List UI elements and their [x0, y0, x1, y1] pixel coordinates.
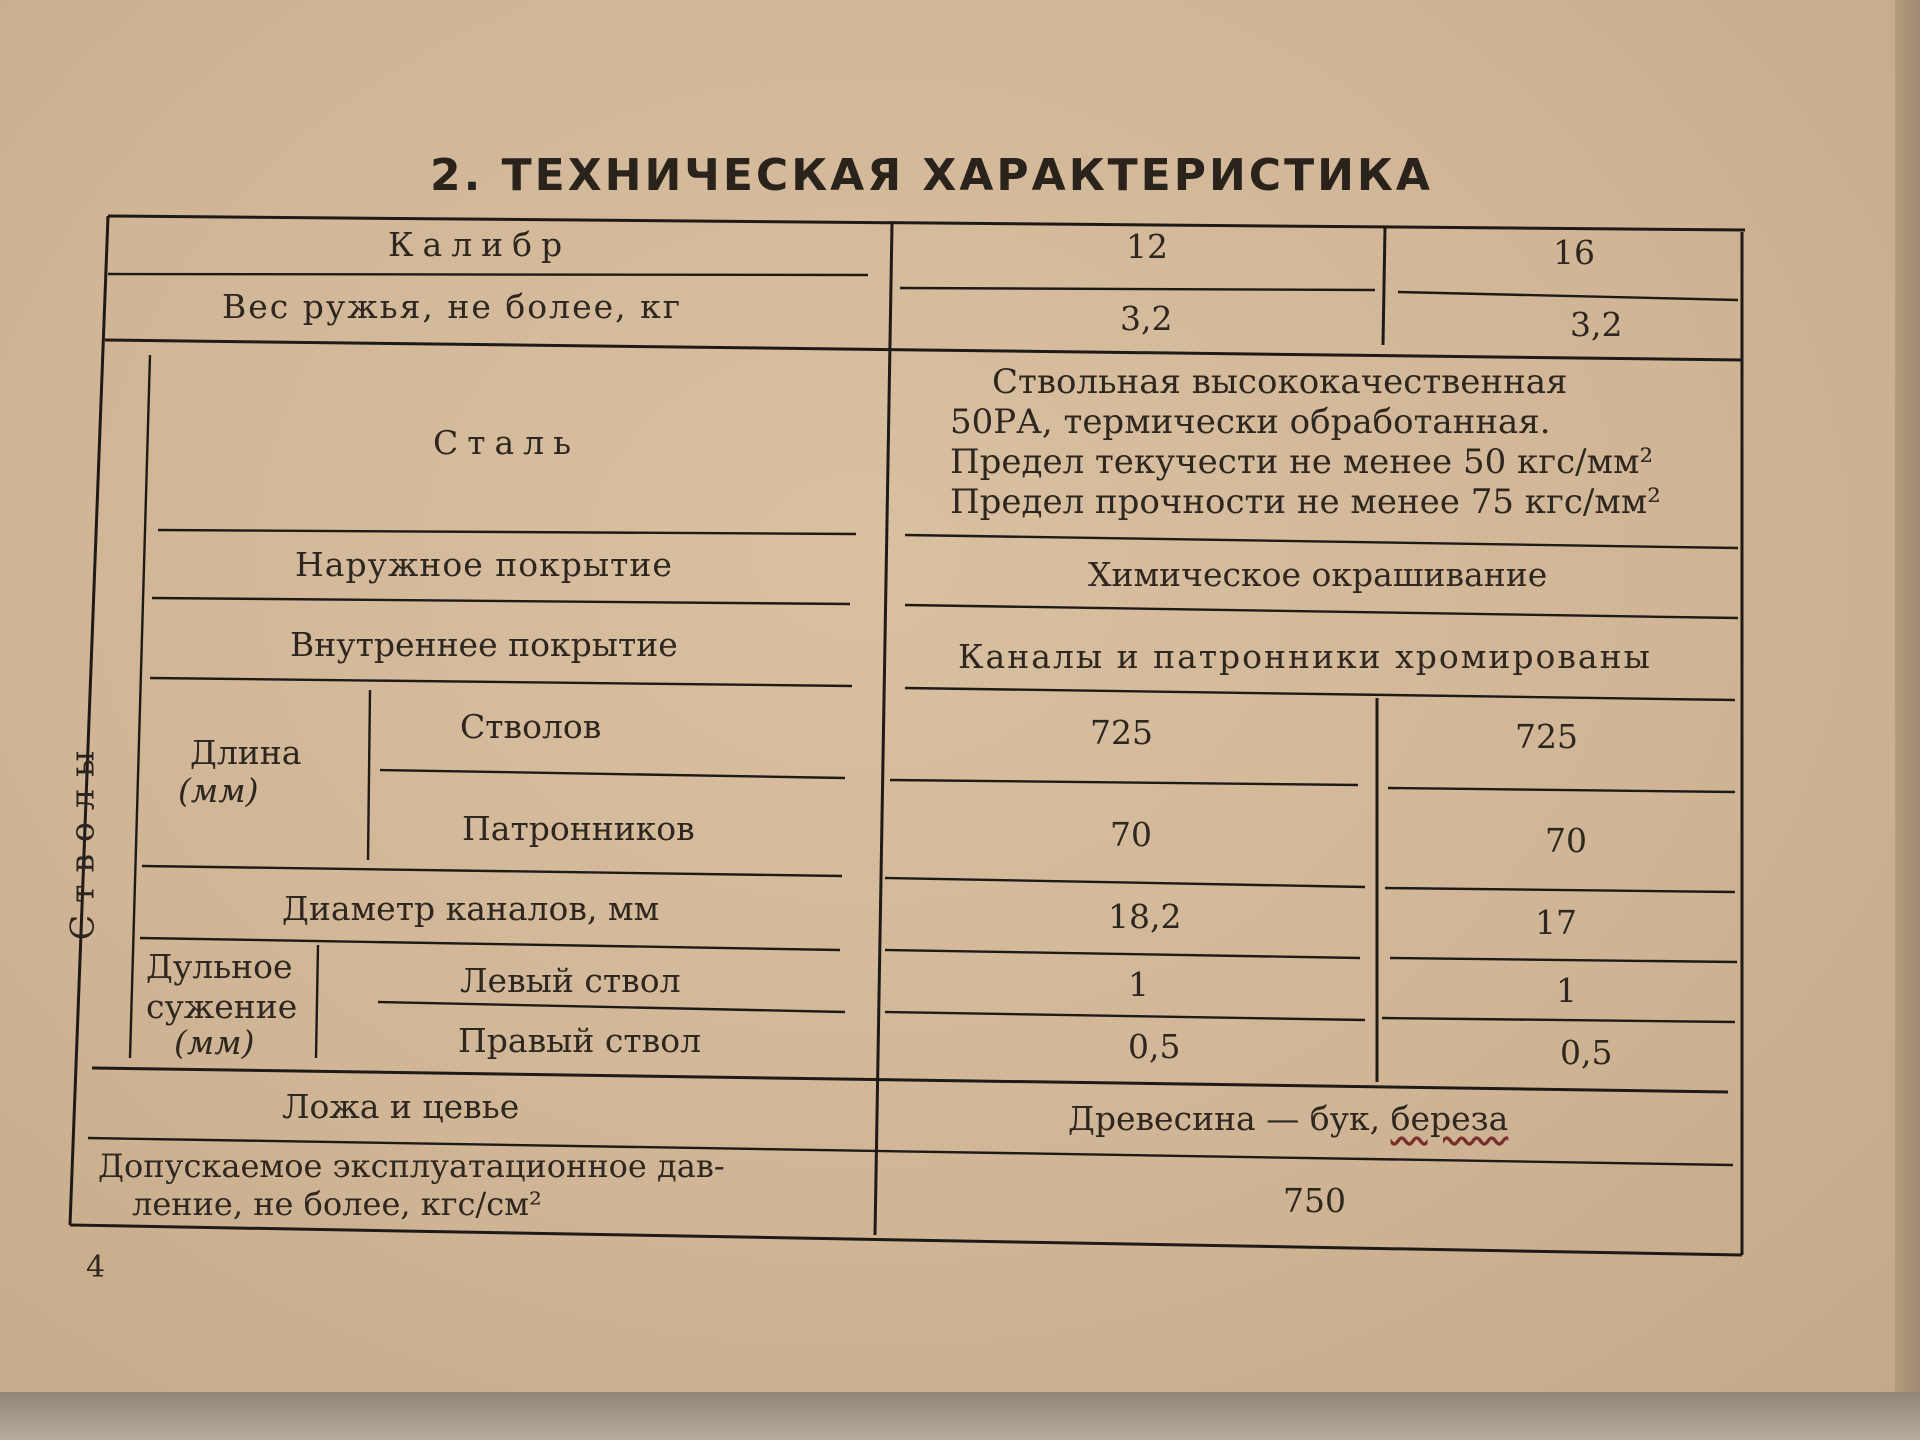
grid-length-row-line-12	[890, 780, 1358, 785]
length-barrels-12: 725	[1090, 713, 1153, 752]
weight-label: Вес ружья, не более, кг	[222, 287, 683, 326]
grid-bore-row-line-12	[885, 950, 1360, 958]
grid-choke-row-line-left	[378, 1002, 845, 1012]
grid-label-value-divider	[875, 224, 892, 1235]
outer-coating-value: Химическое окрашивание	[1088, 555, 1548, 594]
choke-left-label: Левый ствол	[460, 961, 681, 1000]
choke-left-16: 1	[1556, 971, 1577, 1010]
stock-label: Ложа и цевье	[282, 1087, 520, 1126]
steel-label: Сталь	[433, 423, 581, 462]
grid-length-row-line-left	[380, 770, 845, 778]
grid-inner-row-line-left	[150, 678, 852, 686]
length-unit: (мм)	[178, 771, 259, 810]
choke-unit: (мм)	[174, 1023, 255, 1062]
grid-calibre-divider-top	[1383, 228, 1385, 345]
bore-diameter-label: Диаметр каналов, мм	[282, 889, 660, 928]
stock-value-underlined: береза	[1390, 1099, 1509, 1138]
barrels-group-label: Стволы	[62, 738, 102, 941]
grid-outer-row-line-right	[905, 605, 1738, 618]
length-chambers-16: 70	[1545, 821, 1587, 860]
bore-diameter-12: 18,2	[1108, 897, 1182, 936]
grid-choke-row-line-12	[885, 1012, 1365, 1020]
length-chambers-12: 70	[1110, 815, 1152, 854]
page-number: 4	[86, 1250, 106, 1285]
stock-value-prefix: Древесина — бук,	[1068, 1099, 1391, 1138]
grid-bore-row-line-16	[1390, 958, 1737, 962]
steel-line-1: Ствольная высококачественная	[992, 362, 1568, 402]
grid-chambers-row-line-16	[1385, 888, 1735, 892]
grid-calibre-row-line-16	[1398, 292, 1738, 300]
grid-choke-row-line-16	[1382, 1018, 1735, 1022]
grid-choke-group-divider	[316, 945, 318, 1058]
choke-right-12: 0,5	[1128, 1027, 1181, 1066]
choke-label-line-2: сужение	[146, 987, 298, 1026]
grid-calibre-row-line-12	[900, 288, 1375, 290]
grid-steel-row-line-right	[905, 535, 1738, 548]
grid-calibre-row-line-left	[108, 274, 868, 275]
stock-value	[1068, 1100, 1508, 1138]
calibre-12: 12	[1126, 227, 1168, 266]
length-barrels-label: Стволов	[460, 707, 602, 746]
grid-inner-row-line-right	[905, 688, 1735, 700]
bore-diameter-16: 17	[1535, 903, 1577, 942]
steel-line-3: Предел текучести не менее 50 кгс/мм²	[950, 442, 1654, 482]
weight-12: 3,2	[1120, 299, 1173, 338]
choke-right-label: Правый ствол	[458, 1021, 702, 1060]
pressure-value: 750	[1283, 1181, 1346, 1220]
grid-chambers-row-line-12	[885, 878, 1365, 887]
grid-weight-row-bottom	[105, 340, 1742, 360]
grid-length-row-line-16	[1388, 788, 1735, 792]
steel-line-2: 50РА, термически обработанная.	[950, 402, 1551, 442]
length-chambers-label: Патронников	[462, 809, 695, 848]
grid-chambers-row-line-left	[142, 866, 842, 876]
choke-label-line-1: Дульное	[146, 947, 293, 986]
page-title: 2. ТЕХНИЧЕСКАЯ ХАРАКТЕРИСТИКА	[430, 150, 1433, 201]
steel-description	[950, 362, 1740, 522]
pressure-label-line-1: Допускаемое эксплуатационное дав-	[98, 1147, 725, 1185]
grid-top-border	[108, 216, 1745, 230]
calibre-16: 16	[1553, 233, 1595, 272]
length-barrels-16: 725	[1515, 717, 1578, 756]
grid-outer-row-line-left	[152, 598, 850, 604]
weight-16: 3,2	[1570, 305, 1623, 344]
steel-line-4: Предел прочности не менее 75 кгс/мм²	[950, 482, 1661, 522]
outer-coating-label: Наружное покрытие	[295, 545, 673, 584]
inner-coating-value: Каналы и патронники хромированы	[958, 637, 1652, 676]
grid-length-group-divider	[368, 690, 370, 860]
pressure-label-line-2: ление, не более, кгс/см²	[132, 1185, 542, 1223]
calibre-label: Калибр	[388, 225, 572, 264]
choke-left-12: 1	[1128, 965, 1149, 1004]
length-label: Длина	[190, 733, 302, 772]
choke-right-16: 0,5	[1560, 1033, 1613, 1072]
grid-steel-row-line-left	[158, 530, 856, 534]
grid-bottom-border	[70, 1225, 1742, 1255]
inner-coating-label: Внутреннее покрытие	[290, 625, 678, 664]
